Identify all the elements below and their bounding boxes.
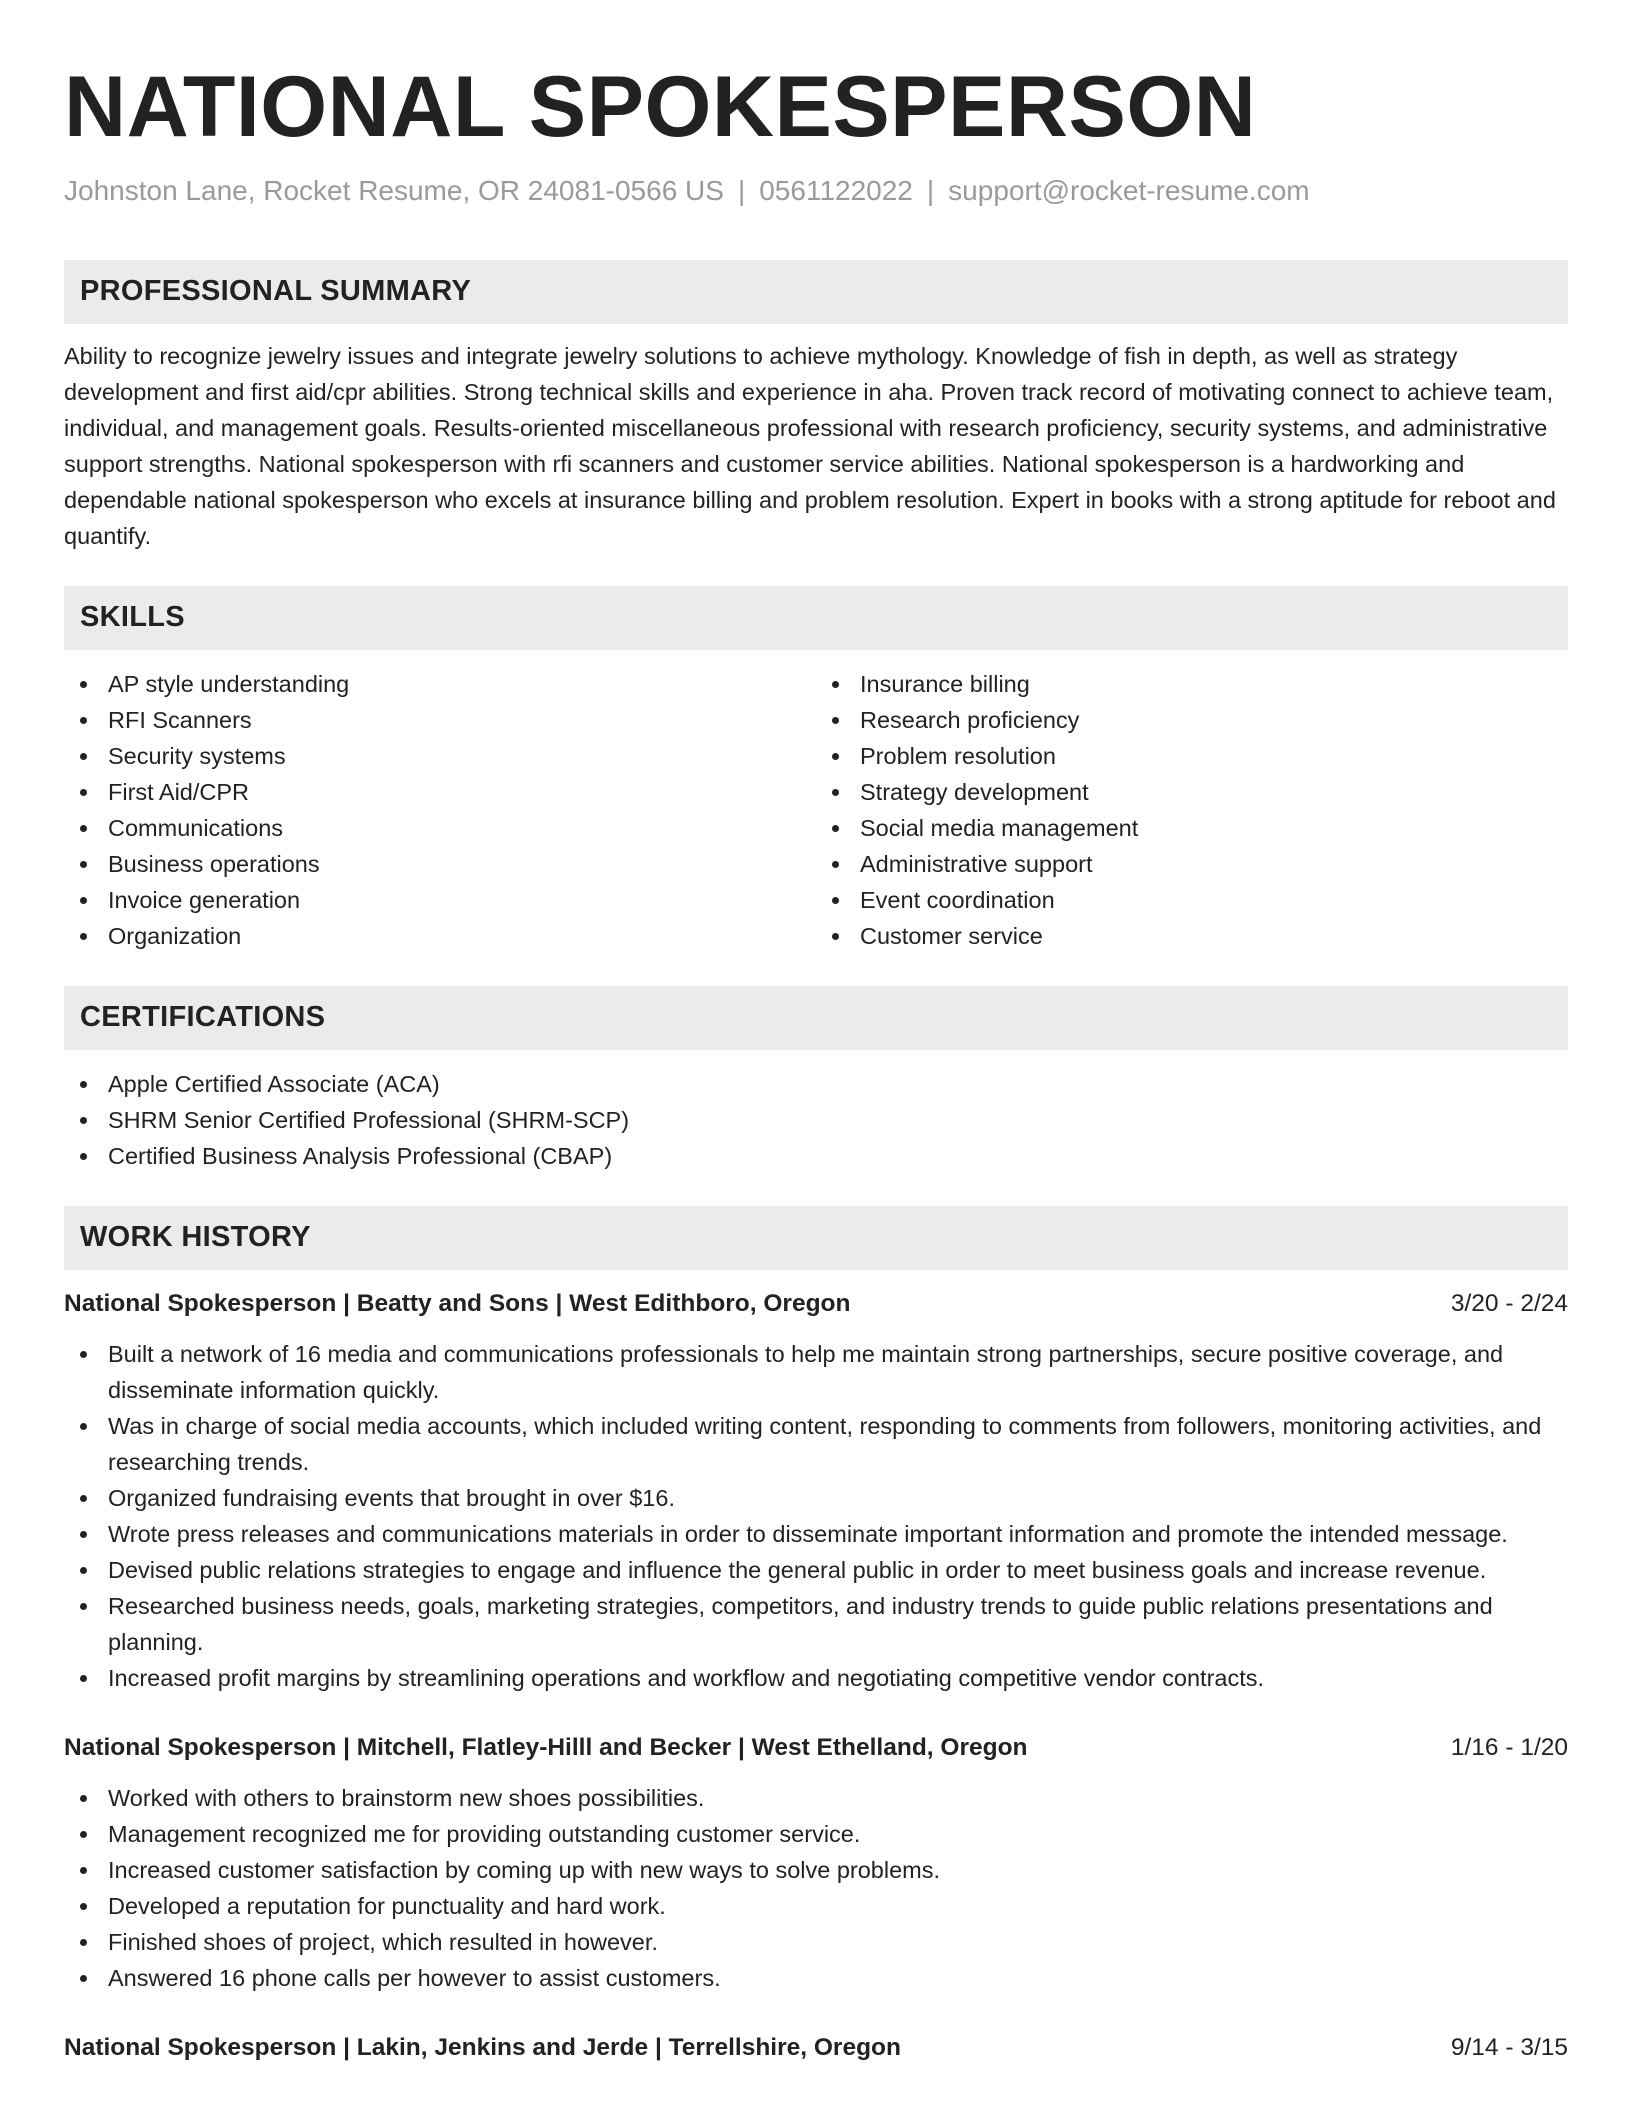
section-header-summary: PROFESSIONAL SUMMARY [64, 260, 1568, 324]
contact-separator: | [926, 175, 935, 206]
skill-item: Research proficiency [816, 702, 1568, 738]
job-bullet: Management recognized me for providing outstanding customer service. [64, 1816, 1568, 1852]
skill-item: Business operations [64, 846, 816, 882]
skill-item: Organization [64, 918, 816, 954]
job-bullet: Built a network of 16 media and communications professionals to help me maintain strong partnerships, secure positive coverage, and disseminate information quickly. [64, 1336, 1568, 1408]
skill-item: Problem resolution [816, 738, 1568, 774]
skill-item: Communications [64, 810, 816, 846]
job-title: National Spokesperson | Lakin, Jenkins and Jerde | Terrellshire, Oregon [64, 2033, 901, 2061]
skill-item: RFI Scanners [64, 702, 816, 738]
skill-item: Invoice generation [64, 882, 816, 918]
skill-item: Strategy development [816, 774, 1568, 810]
job-bullets [64, 1336, 1568, 1696]
section-header-skills: SKILLS [64, 586, 1568, 650]
certification-item: Certified Business Analysis Professional (CBAP) [64, 1138, 1568, 1174]
skill-item: Insurance billing [816, 666, 1568, 702]
summary-text: Ability to recognize jewelry issues and integrate jewelry solutions to achieve mythology. Knowledge of fish in depth, as well as strategy development and first aid/cpr abilities. Strong technical skills and experience in aha. Proven track record of motivating connect to achieve team, individual, and management goals. Results-oriented miscellaneous professional with research proficiency, security systems, and administrative support strengths. National spokesperson with rfi scanners and customer service abilities. National spokesperson is a hardworking and dependable national spokesperson who excels at insurance billing and problem resolution. Expert in books with a strong aptitude for reboot and quantify. [64, 342, 1556, 549]
job-bullet: Answered 16 phone calls per however to assist customers. [64, 1960, 1568, 1996]
section-header-certifications: CERTIFICATIONS [64, 986, 1568, 1050]
contact-separator: | [737, 175, 746, 206]
skill-item: First Aid/CPR [64, 774, 816, 810]
job-heading [64, 1286, 1568, 1322]
job-bullet: Devised public relations strategies to engage and influence the general public in order to meet business goals and increase revenue. [64, 1552, 1568, 1588]
skills-grid [64, 666, 1568, 954]
job-bullet: Increased customer satisfaction by coming up with new ways to solve problems. [64, 1852, 1568, 1888]
contact-phone: 0561122022 [759, 175, 913, 206]
skill-item: AP style understanding [64, 666, 816, 702]
skills-column-left [64, 666, 816, 954]
job-bullet: Wrote press releases and communications materials in order to disseminate important information and promote the intended message. [64, 1516, 1568, 1552]
job-bullets [64, 1780, 1568, 1996]
skill-item: Social media management [816, 810, 1568, 846]
job-bullet: Researched business needs, goals, marketing strategies, competitors, and industry trends to guide public relations presentations and planning. [64, 1588, 1568, 1660]
certification-item: Apple Certified Associate (ACA) [64, 1066, 1568, 1102]
job-dates: 1/16 - 1/20 [1450, 1733, 1568, 1761]
job-dates: 3/20 - 2/24 [1450, 1289, 1568, 1317]
job-bullet: Organized fundraising events that brought in over $16. [64, 1480, 1568, 1516]
job-heading [64, 2030, 1568, 2066]
job-dates: 9/14 - 3/15 [1450, 2033, 1568, 2061]
skill-item: Customer service [816, 918, 1568, 954]
contact-line [64, 174, 1568, 208]
skill-item: Event coordination [816, 882, 1568, 918]
candidate-name: NATIONAL SPOKESPERSON [64, 59, 1257, 155]
job-title: National Spokesperson | Beatty and Sons | West Edithboro, Oregon [64, 1289, 851, 1317]
contact-address: Johnston Lane, Rocket Resume, OR 24081-0566 US [64, 175, 724, 206]
job-bullet: Worked with others to brainstorm new shoes possibilities. [64, 1780, 1568, 1816]
skill-item: Administrative support [816, 846, 1568, 882]
job-bullet: Increased profit margins by streamlining operations and workflow and negotiating competitive vendor contracts. [64, 1660, 1568, 1696]
job-bullet: Finished shoes of project, which resulted in however. [64, 1924, 1568, 1960]
certification-item: SHRM Senior Certified Professional (SHRM-SCP) [64, 1102, 1568, 1138]
section-header-work-history: WORK HISTORY [64, 1206, 1568, 1270]
contact-email: support@rocket-resume.com [948, 175, 1310, 206]
skills-column-right [816, 666, 1568, 954]
job-heading [64, 1730, 1568, 1766]
job-bullet: Was in charge of social media accounts, which included writing content, responding to comments from followers, monitoring activities, and researching trends. [64, 1408, 1568, 1480]
job-bullet: Developed a reputation for punctuality and hard work. [64, 1888, 1568, 1924]
job-title: National Spokesperson | Mitchell, Flatley-Hilll and Becker | West Ethelland, Oregon [64, 1733, 1028, 1761]
skill-item: Security systems [64, 738, 816, 774]
certifications-list [64, 1066, 1568, 1174]
